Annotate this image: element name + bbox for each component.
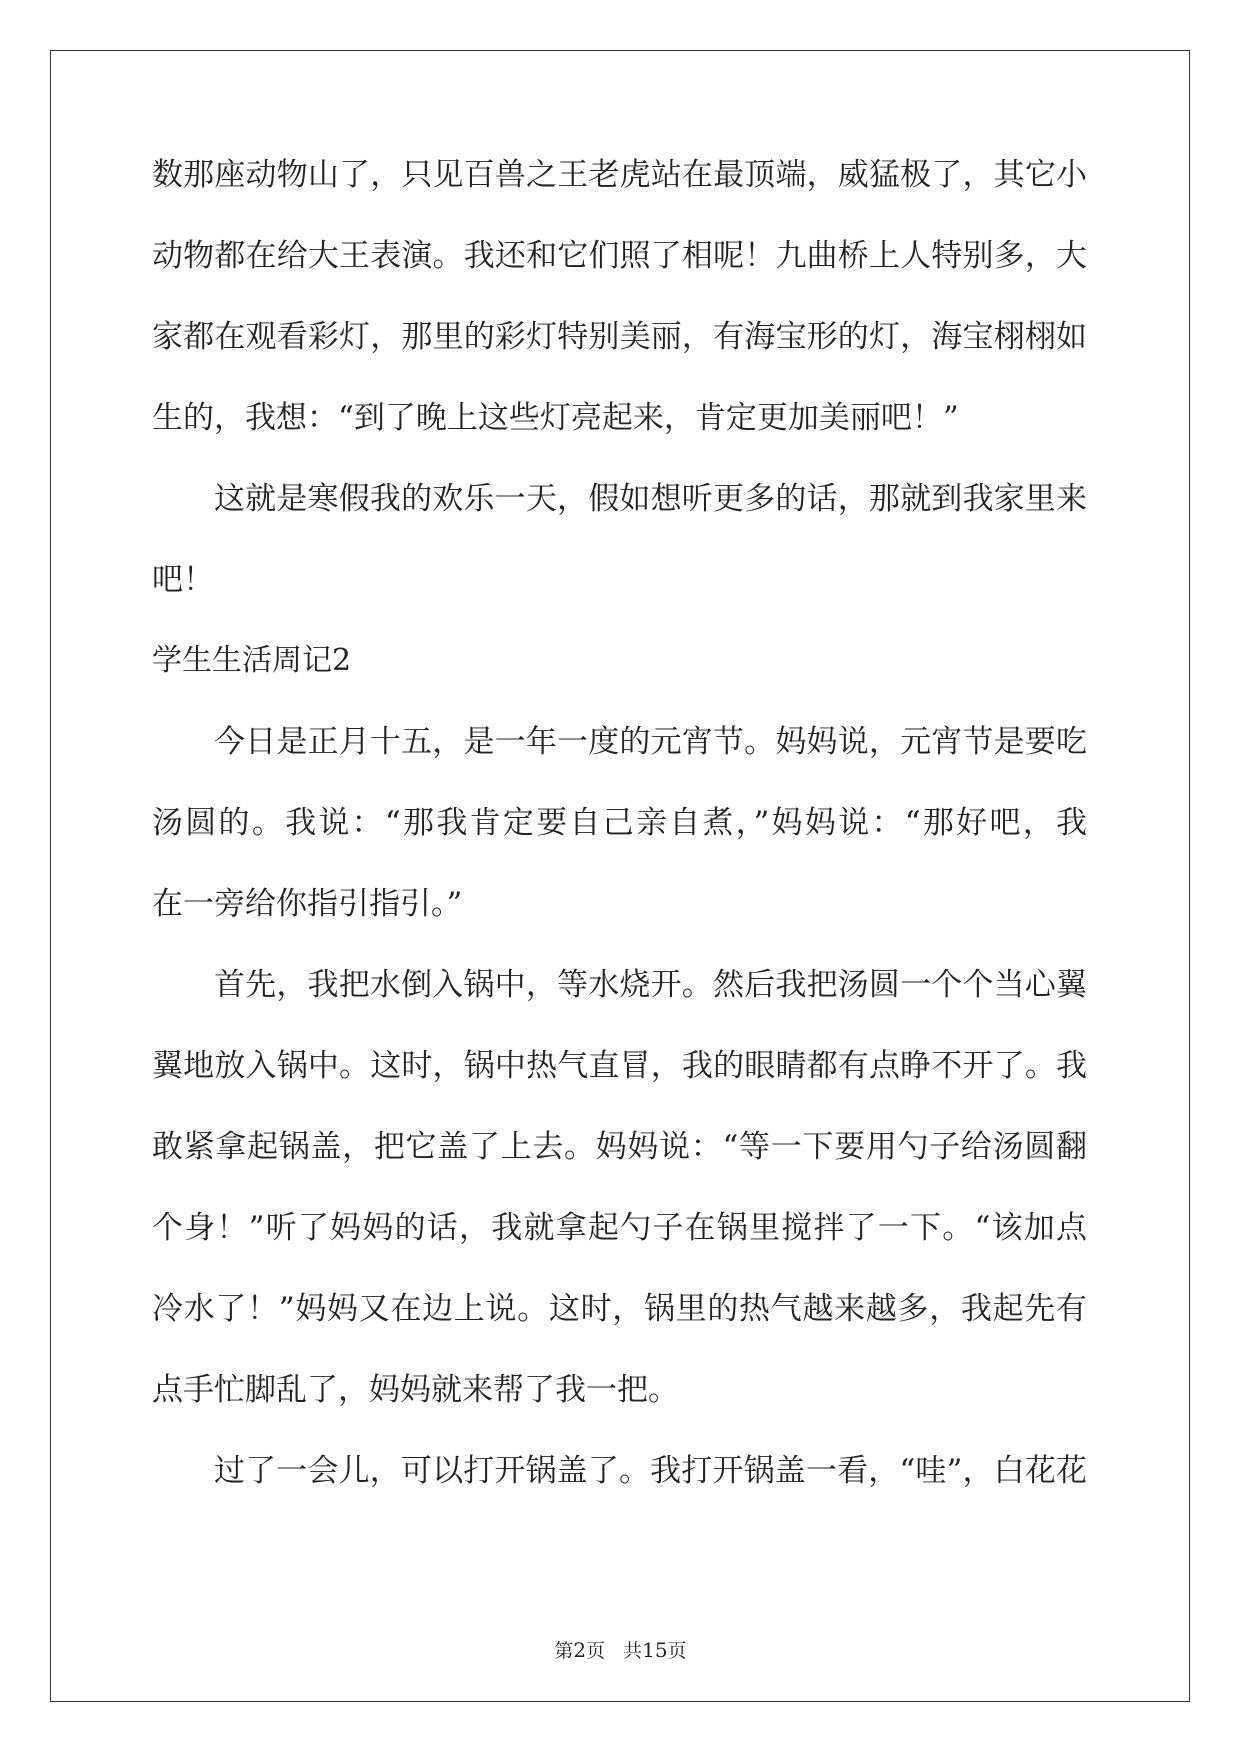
total-prefix: 共 [623,1640,643,1662]
page-current: 2 [573,1638,587,1662]
paragraph-first-line: 这就是寒假我的欢乐一天，假如想听更多的话，那就到我家里来 [214,481,1087,517]
text-line: 点手忙脚乱了，妈妈就来帮了我一把。 [152,1372,679,1408]
text-line: 敢紧拿起锅盖，把它盖了上去。妈妈说：“等一下要用勺子给汤圆翻 [152,1129,1087,1165]
text-line: 翼地放入锅中。这时，锅中热气直冒，我的眼睛都有点睁不开了。我 [152,1048,1087,1084]
page-footer [0,1636,1241,1663]
page-prefix: 第 [554,1640,574,1662]
text-line: 数那座动物山了，只见百兽之王老虎站在最顶端，威猛极了，其它小 [152,157,1087,193]
document-body [152,155,1087,1532]
text-line: 在一旁给你指引指引。” [152,886,463,922]
text-line: 生的，我想：“到了晚上这些灯亮起来，肯定更加美丽吧！” [152,400,959,436]
page-unit: 页 [586,1640,606,1662]
text-line: 家都在观看彩灯，那里的彩灯特别美丽，有海宝形的灯，海宝栩栩如 [152,319,1087,355]
paragraph-first-line: 今日是正月十五，是一年一度的元宵节。妈妈说，元宵节是要吃 [214,724,1087,760]
section-heading: 学生生活周记2 [152,643,352,678]
text-line: 个身！”听了妈妈的话，我就拿起勺子在锅里搅拌了一下。“该加点 [152,1210,1087,1246]
text-line: 汤圆的。我说：“那我肯定要自己亲自煮，”妈妈说：“那好吧，我 [152,805,1087,841]
paragraph-first-line: 首先，我把水倒入锅中，等水烧开。然后我把汤圆一个个当心翼 [214,967,1087,1003]
total-unit: 页 [667,1640,687,1662]
text-line: 冷水了！”妈妈又在边上说。这时，锅里的热气越来越多，我起先有 [152,1291,1087,1327]
paragraph-first-line: 过了一会儿，可以打开锅盖了。我打开锅盖一看，“哇”，白花花 [214,1453,1087,1489]
text-line: 动物都在给大王表演。我还和它们照了相呢！九曲桥上人特别多，大 [152,238,1087,274]
text-line: 吧！ [152,562,214,598]
page-total: 15 [642,1638,668,1662]
